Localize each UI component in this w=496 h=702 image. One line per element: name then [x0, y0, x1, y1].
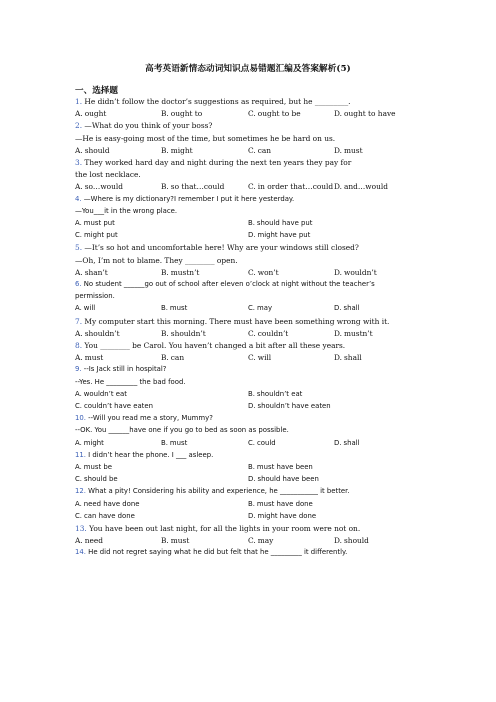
option-text: shall: [344, 353, 362, 363]
option-text: shouldn’t eat: [256, 389, 303, 398]
option-text: must: [170, 536, 190, 546]
option-text: must: [344, 145, 363, 155]
option-letter: C.: [248, 328, 256, 338]
answer-option: [75, 353, 103, 362]
option-text: shouldn’t have eaten: [257, 402, 331, 410]
answer-option: [248, 439, 276, 447]
option-text: might: [170, 145, 193, 155]
option-letter: A.: [75, 536, 83, 546]
option-text: may: [257, 536, 274, 546]
question-text: You have been out last night, for all the lights in your room were not on.: [89, 524, 361, 533]
option-text: should have been: [257, 475, 319, 484]
question-text: What a pity! Considering his ability and experience, he ___________ it better.: [88, 487, 350, 496]
option-letter: C.: [248, 438, 256, 447]
answer-option: [334, 182, 388, 191]
option-letter: A.: [75, 267, 83, 277]
option-text: can have done: [84, 511, 135, 520]
option-letter: D.: [334, 536, 343, 546]
answer-option: [161, 182, 224, 191]
question-number: 3.: [75, 158, 83, 167]
question-text: He did not regret saying what he did but felt that he _________ it differently.: [88, 548, 348, 557]
option-text: must put: [83, 219, 115, 227]
option-text: shouldn’t: [170, 328, 206, 338]
question-text: --OK. You ______have one if you go to bed as soon as possible.: [75, 426, 289, 435]
option-letter: C.: [75, 402, 83, 410]
option-letter: A.: [75, 499, 82, 508]
option-text: need have done: [83, 499, 140, 508]
page-title: 高考英语新情态动词知识点易错题汇编及答案解析(5): [145, 64, 351, 74]
question-text: They worked hard day and night during the next ten years they pay for: [84, 158, 352, 167]
question-stem: [75, 121, 212, 130]
option-text: can: [170, 353, 185, 363]
option-text: should have put: [256, 219, 313, 227]
option-text: mustn’t: [344, 328, 373, 338]
answer-option: [334, 109, 396, 118]
question-text: —What do you think of your boss?: [84, 121, 213, 131]
option-text: might put: [84, 231, 118, 240]
option-letter: B.: [161, 438, 168, 447]
option-letter: D.: [248, 475, 256, 484]
option-letter: B.: [161, 304, 168, 313]
option-text: can: [257, 145, 272, 155]
answer-option: [75, 439, 104, 447]
option-text: so…would: [84, 182, 123, 192]
answer-option: [161, 353, 184, 362]
option-letter: D.: [248, 402, 256, 410]
option-text: shouldn’t: [84, 328, 120, 338]
option-text: so that…could: [170, 182, 225, 192]
option-letter: B.: [161, 328, 169, 338]
answer-option: [161, 304, 187, 312]
question-text: He didn’t follow the doctor’s suggestions as required, but he _________.: [84, 97, 351, 106]
question-number: 14.: [75, 548, 86, 557]
question-text: You ________ be Carol. You haven’t changed a bit after all these years.: [84, 341, 346, 350]
option-letter: B.: [248, 389, 255, 398]
question-number: 4.: [75, 194, 82, 203]
option-text: won’t: [257, 267, 279, 277]
question-stem: [75, 207, 177, 216]
question-text: My computer start this morning. There must have been something wrong with it.: [84, 316, 390, 326]
answer-option: [75, 329, 120, 338]
answer-option: [248, 512, 316, 520]
option-letter: A.: [75, 328, 83, 338]
option-letter: A.: [75, 438, 82, 447]
question-number: 2.: [75, 121, 83, 131]
question-text: —Oh, I’m not to blame. They ________ open.: [75, 255, 238, 265]
option-letter: B.: [161, 267, 169, 277]
option-letter: B.: [161, 182, 169, 192]
answer-option: [161, 536, 189, 545]
option-letter: D.: [248, 231, 256, 240]
option-text: should: [84, 145, 110, 155]
answer-option: [75, 463, 112, 471]
answer-option: [334, 439, 360, 447]
question-number: 11.: [75, 450, 86, 459]
option-letter: A.: [75, 389, 82, 398]
option-text: must: [169, 438, 188, 447]
option-text: mustn’t: [170, 267, 200, 277]
option-text: need: [84, 536, 103, 546]
question-stem: [75, 378, 186, 387]
option-letter: A.: [75, 109, 83, 119]
question-stem: [75, 158, 351, 167]
answer-option: [334, 146, 363, 155]
option-letter: C.: [248, 267, 256, 277]
section-heading: 一、选择题: [75, 86, 118, 96]
option-text: must have been: [256, 463, 313, 471]
option-letter: D.: [334, 182, 343, 192]
answer-option: [334, 329, 373, 338]
option-text: shan’t: [84, 267, 108, 277]
answer-option: [75, 536, 103, 545]
answer-option: [248, 536, 273, 545]
option-text: should be: [84, 475, 118, 484]
question-stem: [75, 292, 115, 301]
option-letter: D.: [334, 145, 343, 155]
answer-option: [75, 109, 106, 118]
answer-option: [248, 353, 271, 362]
option-text: might: [83, 438, 104, 447]
question-text: —You___it in the wrong place.: [75, 206, 178, 215]
answer-option: [161, 146, 193, 155]
question-stem: [75, 97, 351, 106]
option-text: must: [84, 353, 104, 363]
option-letter: B.: [161, 145, 169, 155]
option-text: couldn’t: [257, 328, 289, 338]
answer-option: [248, 182, 333, 191]
question-text: I didn’t hear the phone. I ___ asleep.: [88, 450, 214, 459]
question-stem: [75, 256, 238, 265]
option-text: should: [344, 536, 369, 546]
answer-option: [75, 475, 118, 483]
option-text: in order that…could: [257, 182, 334, 192]
option-text: and…would: [344, 182, 388, 192]
answer-option: [248, 402, 331, 410]
answer-option: [334, 268, 377, 277]
answer-option: [75, 512, 135, 520]
option-text: ought: [84, 109, 107, 119]
question-text: No student ______go out of school after eleven o’clock at night without the teacher’s: [83, 280, 375, 288]
option-letter: C.: [248, 145, 256, 155]
question-text: permission.: [75, 292, 115, 301]
option-text: will: [83, 304, 96, 313]
question-stem: [75, 548, 347, 557]
question-number: 1.: [75, 97, 83, 106]
option-letter: B.: [161, 109, 169, 119]
question-stem: [75, 170, 141, 179]
option-letter: C.: [248, 353, 256, 363]
option-letter: C.: [248, 182, 256, 192]
option-text: wouldn’t eat: [83, 389, 127, 398]
answer-option: [334, 536, 369, 545]
option-letter: A.: [75, 353, 83, 363]
option-text: must be: [83, 463, 112, 471]
question-number: 8.: [75, 341, 83, 350]
option-letter: A.: [75, 304, 82, 313]
option-letter: C.: [75, 231, 83, 240]
option-letter: D.: [248, 511, 256, 520]
answer-option: [161, 109, 202, 118]
answer-option: [248, 390, 302, 398]
question-stem: [75, 243, 359, 252]
question-number: 12.: [75, 487, 86, 496]
question-number: 10.: [75, 414, 86, 423]
option-letter: C.: [248, 304, 256, 313]
answer-option: [161, 329, 206, 338]
answer-option: [75, 304, 95, 312]
option-letter: A.: [75, 145, 83, 155]
option-letter: D.: [334, 109, 343, 119]
answer-option: [248, 219, 312, 227]
question-stem: [75, 317, 389, 326]
answer-option: [334, 304, 360, 312]
question-stem: [75, 341, 345, 350]
option-letter: B.: [248, 499, 255, 508]
question-text: —It’s so hot and uncomfortable here! Why are your windows still closed?: [84, 243, 359, 253]
option-letter: C.: [248, 109, 256, 119]
answer-option: [75, 146, 110, 155]
option-letter: A.: [75, 182, 83, 192]
option-text: might have done: [257, 511, 317, 520]
option-text: ought to be: [257, 109, 301, 119]
option-letter: D.: [334, 267, 343, 277]
option-letter: D.: [334, 353, 343, 363]
answer-option: [248, 109, 301, 118]
question-text: —He is easy-going most of the time, but sometimes he be hard on us.: [75, 133, 336, 143]
option-letter: C.: [75, 475, 83, 484]
question-text: --Yes. He _________ the bad food.: [75, 377, 186, 386]
question-stem: [75, 487, 350, 496]
option-text: will: [257, 353, 272, 363]
option-text: shall: [343, 438, 360, 447]
question-number: 13.: [75, 524, 87, 533]
question-text: —Where is my dictionary?I remember I put it here yesterday.: [83, 194, 295, 203]
option-letter: B.: [248, 219, 255, 227]
option-letter: B.: [161, 353, 169, 363]
option-text: could: [257, 438, 276, 447]
answer-option: [248, 304, 272, 312]
question-number: 7.: [75, 316, 83, 326]
question-text: the lost necklace.: [75, 170, 141, 180]
option-letter: D.: [334, 438, 342, 447]
answer-option: [248, 146, 271, 155]
option-text: might have put: [257, 231, 311, 240]
answer-option: [75, 268, 108, 277]
question-number: 6.: [75, 280, 82, 288]
question-stem: [75, 426, 289, 435]
question-stem: [75, 195, 294, 204]
answer-option: [334, 353, 362, 362]
answer-option: [248, 268, 279, 277]
question-stem: [75, 365, 166, 374]
option-letter: B.: [248, 463, 255, 471]
question-stem: [75, 134, 335, 143]
question-stem: [75, 524, 360, 533]
option-text: must have done: [256, 499, 313, 508]
option-letter: D.: [334, 328, 343, 338]
question-stem: [75, 451, 213, 460]
answer-option: [75, 231, 118, 239]
answer-option: [248, 329, 288, 338]
option-text: may: [257, 304, 273, 313]
option-letter: A.: [75, 463, 82, 471]
question-text: --Will you read me a story, Mummy?: [88, 414, 213, 423]
answer-option: [75, 500, 140, 508]
answer-option: [75, 390, 127, 398]
answer-option: [248, 500, 313, 508]
answer-option: [75, 402, 153, 410]
option-letter: B.: [161, 536, 169, 546]
question-text: --Is Jack still in hospital?: [83, 365, 167, 374]
answer-option: [161, 439, 187, 447]
question-number: 9.: [75, 365, 82, 374]
question-number: 5.: [75, 243, 83, 253]
option-text: shall: [343, 304, 360, 313]
question-stem: [75, 280, 375, 289]
question-stem: [75, 414, 213, 423]
option-text: ought to have: [344, 109, 396, 119]
answer-option: [161, 268, 199, 277]
option-text: ought to: [170, 109, 203, 119]
option-text: wouldn’t: [344, 267, 377, 277]
option-letter: C.: [248, 536, 256, 546]
answer-option: [248, 475, 319, 483]
answer-option: [75, 219, 115, 227]
answer-option: [75, 182, 123, 191]
option-letter: A.: [75, 219, 82, 227]
option-text: couldn’t have eaten: [84, 402, 153, 410]
option-letter: C.: [75, 511, 83, 520]
answer-option: [248, 463, 313, 471]
answer-option: [248, 231, 310, 239]
option-text: must: [169, 304, 188, 313]
option-letter: D.: [334, 304, 342, 313]
